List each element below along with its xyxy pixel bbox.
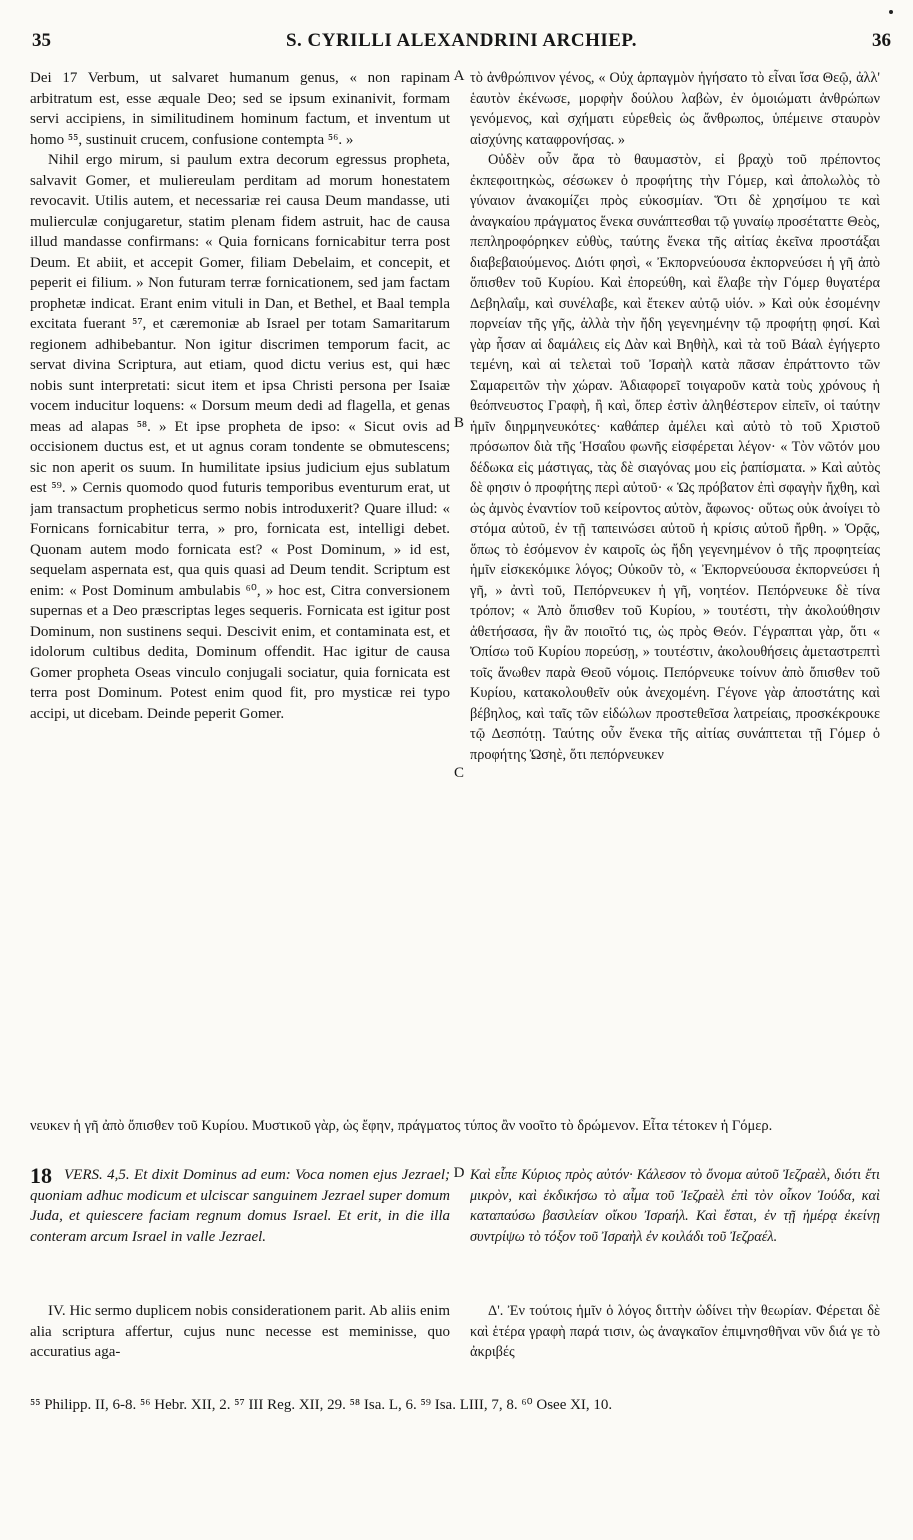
latin-paragraph-iv: IV. Hic sermo duplicem nobis considerationem parit. Ab aliis enim alia scriptura affertur, cujus nunc necesse est meminisse, quo accuratius aga- xyxy=(30,1303,450,1360)
page-number-right: 36 xyxy=(872,30,891,51)
greek-paragraph-2: Οὐδὲν οὖν ἄρα τὸ θαυμαστὸν, εἰ βραχὺ τοῦ πρέποντος ἐκπεφοιτηκὼς, σέσωκεν ὁ προφήτης τὴν Γόμερ, καὶ ἀπολωλὸς τὸ γύναιον ἀνακομίζει πρὸς εὐκοσμίαν. Ὅτι δὲ χρησίμου τε καὶ ἀναγκαίου πράγματος ἕνεκα συνάπτεσθαι τῷ γυναίῳ προσέταττε Θεὸς, πεπληροφόρηκεν εὐθὺς, ταύτης ἕνεκα τῆς αἰτίας ἐκεῖνα προστάξαι διαβεβαιούμενος. Διότι φησὶ, « Ἐκπορνεύουσα ἐκπορνεύσει ἡ γῆ ἀπὸ ὄπισθεν τοῦ Κυρίου. Καὶ ἐπορεύθη, καὶ ἔλαβε τὴν Γόμερ θυγατέρα Δεβηλαΐμ, καὶ συνέλαβε, καὶ ἔτεκεν αὐτῷ υἱόν. » Καὶ οὐκ ἐσομένην πορνείαν τῆς γῆς, ἀλλὰ τὴν ἤδη γεγενημένην τῷ προφήτῃ φησί. Καὶ γὰρ ἦσαν αἱ δαμάλεις εἰς Δὰν καὶ Βηθὴλ, καὶ τὰ τοῦ Βάαλ ἐγήγερτο τεμένη, καὶ αἱ τελεταὶ τοῦ Ἰσραὴλ κατὰ πᾶσαν ἐπράττοντο τῶν Σαμαρειτῶν τὴν χώραν. Ἀδιαφορεῖ τοιγαροῦν κατὰ τοὺς χρόνους ἡ θεόπνευστος Γραφὴ, ἢ καὶ, ὅπερ ἐστὶν ἀληθέστερον εἰπεῖν, οἱ ταύτην ἡμῖν διηρμηνευκότες· καθάπερ ἀμέλει καὶ αὐτὸ τὸ τοῦ Χριστοῦ πρόσωπον διὰ τῆς Ἡσαΐου φωνῆς εἰσφέρεται λέγον· « Τὸν νῶτόν μου δέδωκα εἰς μάστιγας, τὰς δὲ σιαγόνας μου εἰς ῥαπίσματα. » Καὶ αὐτὸς δὲ φησιν ὁ προφήτης περὶ αὐτοῦ· « Ὡς πρόβατον ἐπὶ σφαγὴν ἤχθη, καὶ ὡς ἀμνὸς ἐναντίον τοῦ κείροντος αὐτὸν, ἄφωνος· οὕτως οὐκ ἀνοίγει τὸ στόμα αὐτοῦ, ἐν τῇ ταπεινώσει αὐτοῦ ἡ κρίσις αὐτοῦ ἤρθη. » Ὁρᾷς, ὅπως τὸ ἐσόμενον ἐν καιροῖς ὡς ἤδη γεγενημένον ὁ τῆς προφητείας ἡμῖν εἰσκεκόμικε λόγος; Οὐκοῦν τὸ, « Ἐκπορνεύουσα ἐκπορνεύσει ἡ γῆ, » ἀντὶ τοῦ, Πεπόρνευκεν ἡ γῆ, νοητέον. Πεπόρνευκε δὲ τίνα τρόπον; « Ἀπὸ ὄπισθεν τοῦ Κυρίου, » τουτέστι, τὴν ἀκολούθησιν ἀθετήσασα, ἣν ἂν ποιοῖτό τις, ὡς πρὸς Θεόν. Γέγραπται γὰρ, ὅτι « Ὀπίσω τοῦ Κυρίου πορεύσῃ, » τουτέστιν, ἀκολουθήσεις ἀμεταστρεπτὶ τοῖς ἄνωθεν παρὰ Θεοῦ νόμοις. Πεπόρνευκε τοίνυν ἀπὸ ὄπισθεν τοῦ Κυρίου, κατακολουθεῖν οὐκ ἀνεχομένη. Γέγονε γὰρ ἀποστάτης καὶ βέβηλος, καὶ ταῖς τῶν εἰδώλων προστεθεῖσα λατρείαις, προσκέκρουκε τῷ Δεσπότῃ. Ταύτης οὖν ἕνεκα τῆς αἰτίας συνάπτεται τῇ Γόμερ ὁ προφήτης Ὠσηὲ, ὅτι πεπόρνευκεν xyxy=(470,152,880,763)
running-header xyxy=(32,30,891,58)
greek-full-width-continuation: νευκεν ἡ γῆ ἀπὸ ὄπισθεν τοῦ Κυρίου. Μυστικοῦ γὰρ, ὡς ἔφην, πράγματος τύπος ἂν νοοῖτο τὸ δρώμενον. Εἶτα τέτοκεν ἡ Γόμερ. xyxy=(30,1118,773,1134)
margin-mark-a: A xyxy=(453,68,465,84)
latin-verse-18: VERS. 4,5. Et dixit Dominus ad eum: Voca nomen ejus Jezrael; quoniam adhuc modicum et ulciscar sanguinem Jezrael super domum Juda, et quiescere faciam regnum domus Israel. Et erit, in die illa conteram arcum Israel in valle Jezrael. xyxy=(30,1167,450,1245)
margin-mark-c: C xyxy=(453,765,464,781)
greek-paragraph-1: τὸ ἀνθρώπινον γένος, « Οὐχ ἁρπαγμὸν ἡγήσατο τὸ εἶναι ἴσα Θεῷ, ἀλλ' ἑαυτὸν ἐκένωσε, μορφὴν δούλου λαβὼν, ἐν ὁμοιώματι ἀνθρώπων γενόμενος, καὶ σχήματι εὑρεθεὶς ὡς ἄνθρωπος, ὑπέμεινε σταυρὸν αἰσχύνης καταφρονήσας. » xyxy=(470,70,880,148)
footnotes: ⁵⁵ Philipp. II, 6-8. ⁵⁶ Hebr. XII, 2. ⁵⁷ III Reg. XII, 29. ⁵⁸ Isa. L, 6. ⁵⁹ Isa. LIII, 7, 8. ⁶⁰ Osee XI, 10. xyxy=(30,1397,613,1413)
greek-column-17 xyxy=(470,68,880,1068)
page-number-left: 35 xyxy=(32,30,51,51)
ink-dot xyxy=(889,10,893,14)
greek-paragraph-iv: Δ'. Ἐν τούτοις ἡμῖν ὁ λόγος διττὴν ὠδίνει τὴν θεωρίαν. Φέρεται δὲ καὶ ἑτέρα γραφὴ παρά τισιν, ὡς ἀναγκαῖον ἐπιμνησθῆναι νῦν διά γε τὸ ἀκριβές xyxy=(470,1303,880,1360)
section-number-18: 18 xyxy=(30,1163,52,1188)
margin-mark-b: B xyxy=(453,415,464,431)
running-title: S. CYRILLI ALEXANDRINI ARCHIEP. xyxy=(285,30,638,51)
latin-paragraph-1: Dei 17 Verbum, ut salvaret humanum genus, « non rapinam arbitratum est, esse æquale Deo; sed se ipsum exinanivit, formam servi accipiens, in similitudinem hominum factum, et inventum ut homo ⁵⁵, sustinuit crucem, confusione contempta ⁵⁶. » xyxy=(30,70,450,148)
margin-mark-d: D xyxy=(453,1165,465,1181)
latin-paragraph-2: Nihil ergo mirum, si paulum extra decorum egressus propheta, salvavit Gomer, et muliereulam perditam ad morum honestatem revocavit. Utilis autem, et necessariæ rei causa Deum mandasse, uti mulierculæ conjugaretur, statim plenam fidem astruit, hac de causa illud mandasse confirmans: « Quia fornicans fornicabitur terra post Deum. Et abiit, et accepit Gomer, filiam Debelaim, et concepit, et peperit ei filium. » Non futuram terræ fornicationem, sed jam factam prophetæ indicat. Erant enim vituli in Dan, et Bethel, et Baal templa excitata fuerant ⁵⁷, et cæremoniæ ab Israel per totam Samaritarum regionem adhibebantur. Non igitur discrimen temporum facit, ac servat divina Scriptura, aut etiam, quod dictu verius est, qui hæc nobis sunt interpretati: sicut item et ipsa Christi persona per Isaiæ vocem inducitur loquens: « Dorsum meum dedi ad flagella, et genas meas ad alapas ⁵⁸. » Et ipse propheta de ipso: « Sicut ovis ad occisionem ductus est, et ut agnus coram tondente se obmutescens; sic non aperit os suum. In humilitate ipsius judicium ejus sublatum est ⁵⁹. » Cernis quomodo quod futuris temporibus eventurum erat, ut jam transactum propheticus sermo nobis introduxerit? Quare illud: « Fornicans fornicabitur terra, » pro, fornicata est, intelligi debet. Quonam autem modo fornicata est? « Post Dominum, » id est, sequelam aspernata est, qua quis quasi ad Deum tendit. Scriptum est enim: « Post Dominum ambulabis ⁶⁰, » hoc est, Citra conversionem supernas et a Deo præscriptas leges sequeris. Fornicata est igitur post Dominum, non sustinens sequi. Descivit enim, et contaminata est, et idolorum cultibus dedita, Dominum offendit. Hac igitur de causa Gomer propheta Oseas vinculo conjugali sociatur, quia fornicata est terra post Dominum. Potest enim quod fit, pro mysticæ rei typo accipi, ut dicebam. Deinde peperit Gomer. xyxy=(30,152,450,722)
latin-column-17 xyxy=(30,68,450,1068)
greek-verse-18: Καὶ εἶπε Κύριος πρὸς αὐτόν· Κάλεσον τὸ ὄνομα αὐτοῦ Ἰεζραὲλ, διότι ἔτι μικρὸν, καὶ ἐκδικήσω τὸ αἷμα τοῦ Ἰεζραὲλ ἐπὶ τὸν οἶκον Ἰούδα, καὶ καταπαύσω βασιλείαν οἴκου Ἰσραήλ. Καὶ ἔσται, ἐν τῇ ἡμέρᾳ ἐκείνῃ συντρίψω τὸ τόξον τοῦ Ἰσραὴλ ἐν κοιλάδι τοῦ Ἰεζραέλ. xyxy=(470,1167,880,1245)
